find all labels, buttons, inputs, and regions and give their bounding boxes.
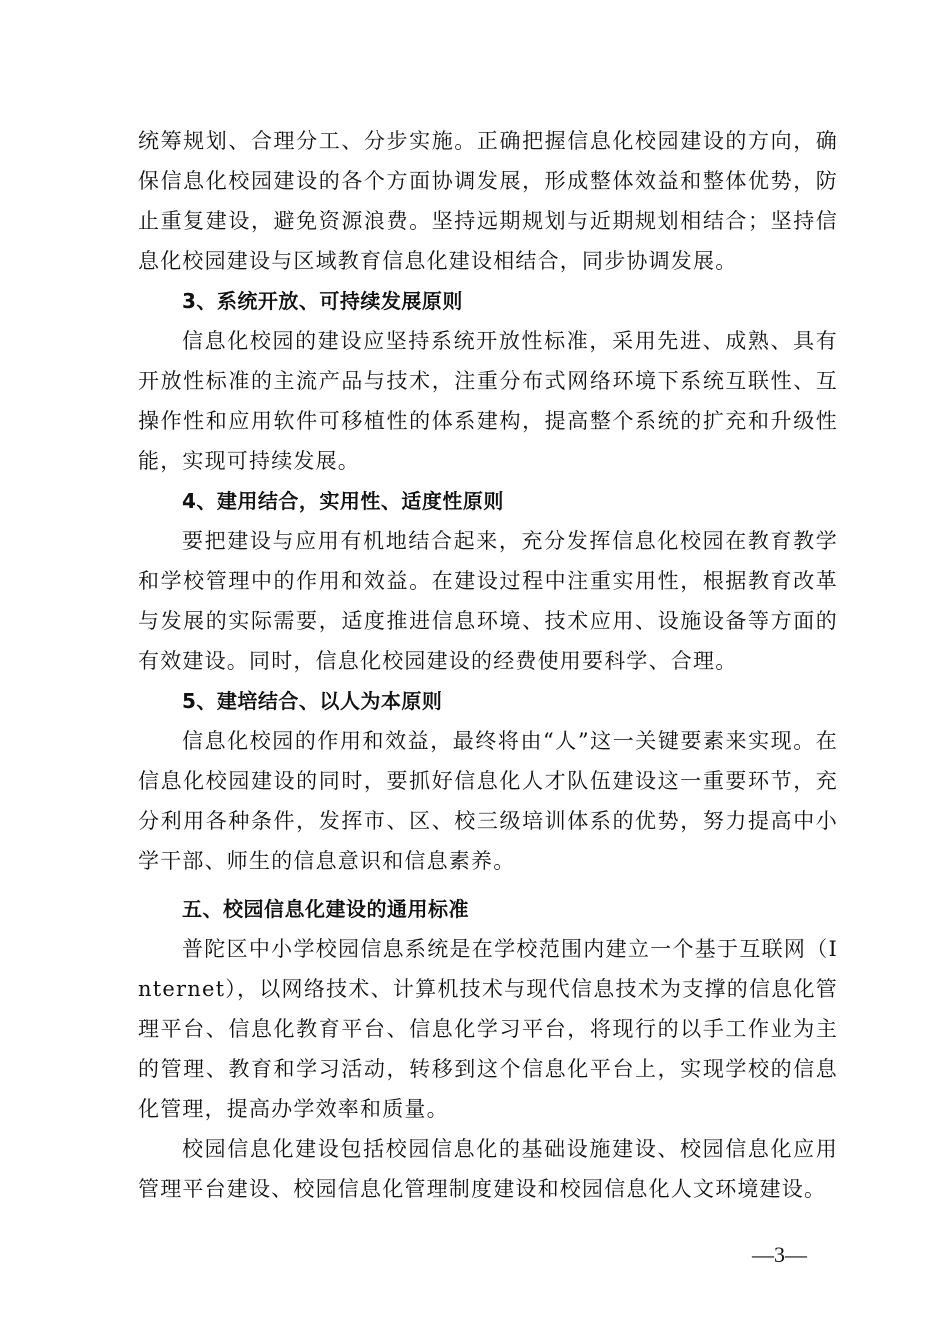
paragraph-people-oriented: 信息化校园的作用和效益，最终将由“人”这一关键要素来实现。在信息化校园建设的同时，要抓好信息化人才队伍建设这一重要环节，充分利用各种条件，发挥市、区、校三级培训体系的优势，努力提高中小学干部、师生的信息意识和信息素养。 [138, 729, 838, 873]
heading-principle-4: 4、建用结合，实用性、适度性原则 [182, 489, 504, 513]
page-number: —3— [752, 1242, 807, 1267]
heading-principle-5: 5、建培结合、以人为本原则 [182, 689, 443, 713]
paragraph-campus-system: 普陀区中小学校园信息系统是在学校范围内建立一个基于互联网（Internet），以网络技术、计算机技术与现代信息技术为支撑的信息化管理平台、信息化教育平台、信息化学习平台，将现行的以手工作业为主的管理、教育和学习活动，转移到这个信息化平台上，实现学校的信息化管理，提高办学效率和质量。 [138, 937, 838, 1121]
paragraph-open-system: 信息化校园的建设应坚持系统开放性标准，采用先进、成熟、具有开放性标准的主流产品与技术，注重分布式网络环境下系统互联性、互操作性和应用软件可移植性的体系建构，提高整个系统的扩充和升级性能，实现可持续发展。 [138, 329, 838, 473]
heading-section-5: 五、校园信息化建设的通用标准 [182, 897, 469, 921]
document-body [138, 121, 838, 1209]
paragraph-build-and-use: 要把建设与应用有机地结合起来，充分发挥信息化校园在教育教学和学校管理中的作用和效益。在建设过程中注重实用性，根据教育改革与发展的实际需要，适度推进信息环境、技术应用、设施设备等方面的有效建设。同时，信息化校园建设的经费使用要科学、合理。 [138, 529, 838, 673]
heading-principle-3: 3、系统开放、可持续发展原则 [182, 289, 463, 313]
paragraph-construction-scope: 校园信息化建设包括校园信息化的基础设施建设、校园信息化应用管理平台建设、校园信息化管理制度建设和校园信息化人文环境建设。 [138, 1137, 838, 1201]
paragraph-planning-continued: 统筹规划、合理分工、分步实施。正确把握信息化校园建设的方向，确保信息化校园建设的各个方面协调发展，形成整体效益和整体优势，防止重复建设，避免资源浪费。坚持远期规划与近期规划相结合；坚持信息化校园建设与区域教育信息化建设相结合，同步协调发展。 [138, 129, 838, 273]
